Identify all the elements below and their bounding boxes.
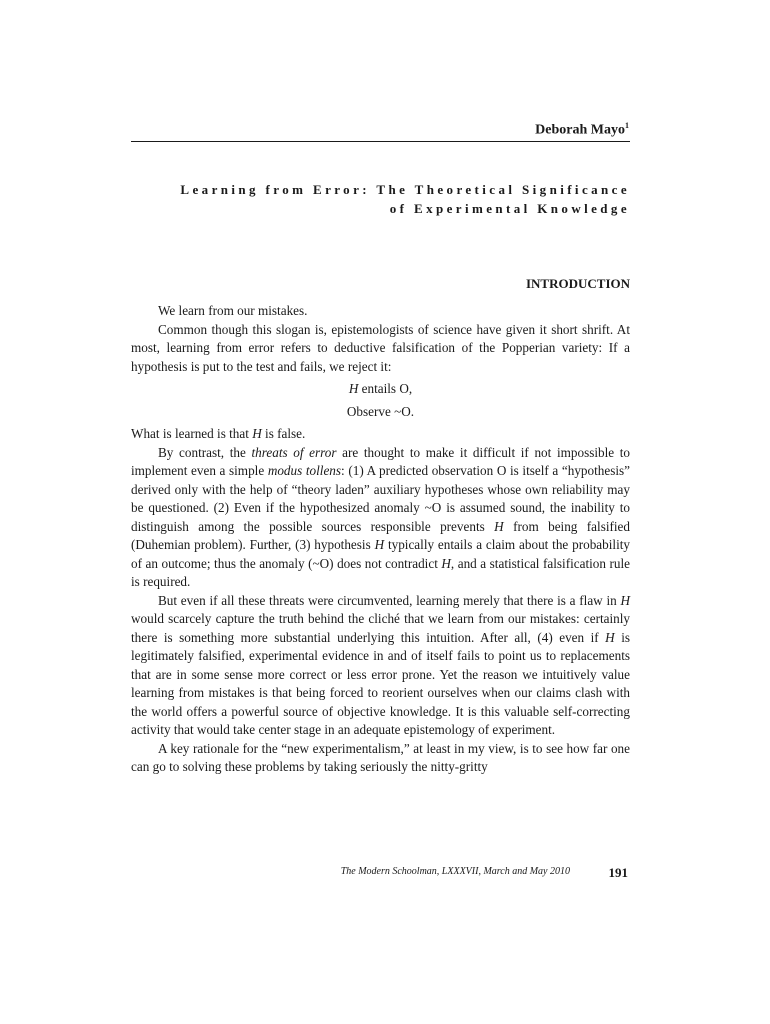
journal-citation: The Modern Schoolman, LXXXVII, March and May 2010 (340, 866, 570, 877)
author-footnote-marker: 1 (625, 121, 629, 130)
title-line-2: of Experimental Knowledge (389, 201, 630, 216)
p4-text-c: : (1) A predicted observation O is itself a “hypothesis” derived only with the help of “theory laden” auxiliary hypotheses whose own reliability may be questioned. (2) Even if the hypothesized anomaly ~O is assumed sound, the inability to distinguish among the possible sources responsible prevents (131, 463, 630, 534)
equation-1 (131, 380, 630, 399)
eq-text: entails O, (358, 381, 413, 396)
equation-2: Observe ~O. (346, 403, 415, 419)
p4-text-a: By contrast, the (158, 444, 252, 460)
p3-text-a: What is learned is that (131, 426, 253, 441)
article-title (131, 180, 630, 218)
paragraph-6: A key rationale for the “new experimentalism,” at least in my view, is to see how far one can go to solving these problems by taking seriously the nitty-gritty (131, 740, 630, 774)
p3-text-b: is false. (261, 426, 306, 441)
title-line-1: Learning from Error: The Theoretical Significance (180, 182, 630, 197)
eq-variable: H (348, 381, 359, 396)
p4-variable-1: H (494, 518, 504, 534)
p4-text-f: , and a statistical falsification rule is required. (131, 555, 630, 589)
p3-variable: H (252, 426, 262, 441)
p4-variable-3: H (441, 555, 451, 571)
p4-text-e: typically entails a claim about the probability of an outcome; thus the anomaly (~O) does not contradict (131, 537, 630, 571)
p5-text-b: would scarcely capture the truth behind the cliché that we learn from our mistakes: certainly there is something more substantial underlying this intuition. After all, (4) even if (131, 611, 630, 645)
header-rule (131, 141, 630, 142)
body-text (131, 302, 630, 777)
paragraph-1: We learn from our mistakes. (158, 303, 308, 318)
p4-emphasis-1: threats of error (251, 444, 337, 460)
page-number: 191 (608, 865, 628, 880)
p4-text-b: are thought to make it difficult if not impossible to implement even a simple (131, 444, 631, 478)
p5-variable-1: H (620, 592, 630, 608)
paragraph-2: Common though this slogan is, epistemologists of science have given it short shrift. At most, learning from error refers to deductive falsification of the Popperian variety: If a hypothesis is put to the test and fails, we reject it: (131, 321, 630, 374)
p5-text-a: But even if all these threats were circumvented, learning merely that there is a flaw in (158, 592, 621, 608)
paragraph-5 (131, 592, 630, 740)
p4-variable-2: H (374, 537, 385, 552)
paragraph-4 (131, 444, 630, 592)
p4-emphasis-2: modus tollens (267, 463, 342, 478)
paragraph-3 (131, 425, 630, 444)
p5-text-c: is legitimately falsified, experimental evidence in and of itself fails to point us to replacements that are in some sense more correct or less error prone. Yet the reason we intuitively value learning from mistakes is that being forced to reorient ourselves when our claims clash with the world offers a powerful source of objective knowledge. It is this valuable self-correcting activity that would take center stage in an adequate epistemology of experiment. (131, 629, 630, 737)
p4-text-d: from being falsified (Duhemian problem). Further, (3) hypothesis (131, 518, 630, 552)
author-name (535, 121, 629, 139)
author-text: Deborah Mayo (535, 122, 625, 138)
section-heading: INTRODUCTION (525, 276, 630, 291)
p5-variable-2: H (605, 629, 615, 645)
